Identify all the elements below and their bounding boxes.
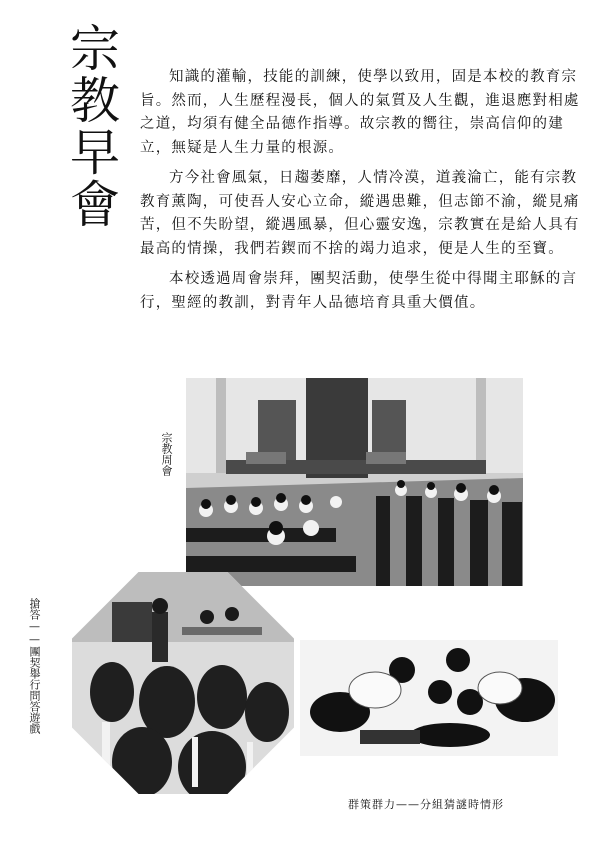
riddle-caption: 群策群力——分組猜謎時情形 — [348, 798, 504, 811]
riddle-photo — [300, 640, 558, 756]
paragraph: 方今社會風氣，日趨萎靡，人情冷漠，道義淪亡，能有宗教教育薰陶，可使吾人安心立命，縱遇患難，但志節不渝，縱見痛苦，但不失盼望，縱遇風暴，但心靈安逸，宗教實在是給人具有最高的情操，我們若鍥而不捨的竭力追求，便是人生的至寶。 — [140, 170, 580, 257]
riddle-photo-drawing — [300, 640, 558, 756]
quiz-caption: 搶答——團契舉行問答遊戲 — [28, 598, 41, 734]
assembly-photo-drawing — [186, 378, 523, 586]
article-body — [140, 66, 580, 322]
quiz-photo-drawing — [72, 572, 294, 794]
paragraph: 知識的灌輸，技能的訓練，使學以致用，固是本校的教育宗旨。然而，人生歷程漫長，個人的氣質及人生觀，進退應對相處之道，均須有健全品德作指導。故宗教的嚮往，崇高信仰的建立，無疑是人生力量的根源。 — [140, 69, 580, 156]
page-title: 宗教早會 — [62, 22, 120, 230]
assembly-caption: 宗教周會 — [160, 432, 173, 476]
assembly-photo — [186, 378, 523, 586]
quiz-photo — [72, 572, 294, 794]
paragraph: 本校透過周會崇拜，團契活動，使學生從中得聞主耶穌的言行，聖經的教訓，對青年人品德培育具重大價值。 — [140, 271, 578, 311]
